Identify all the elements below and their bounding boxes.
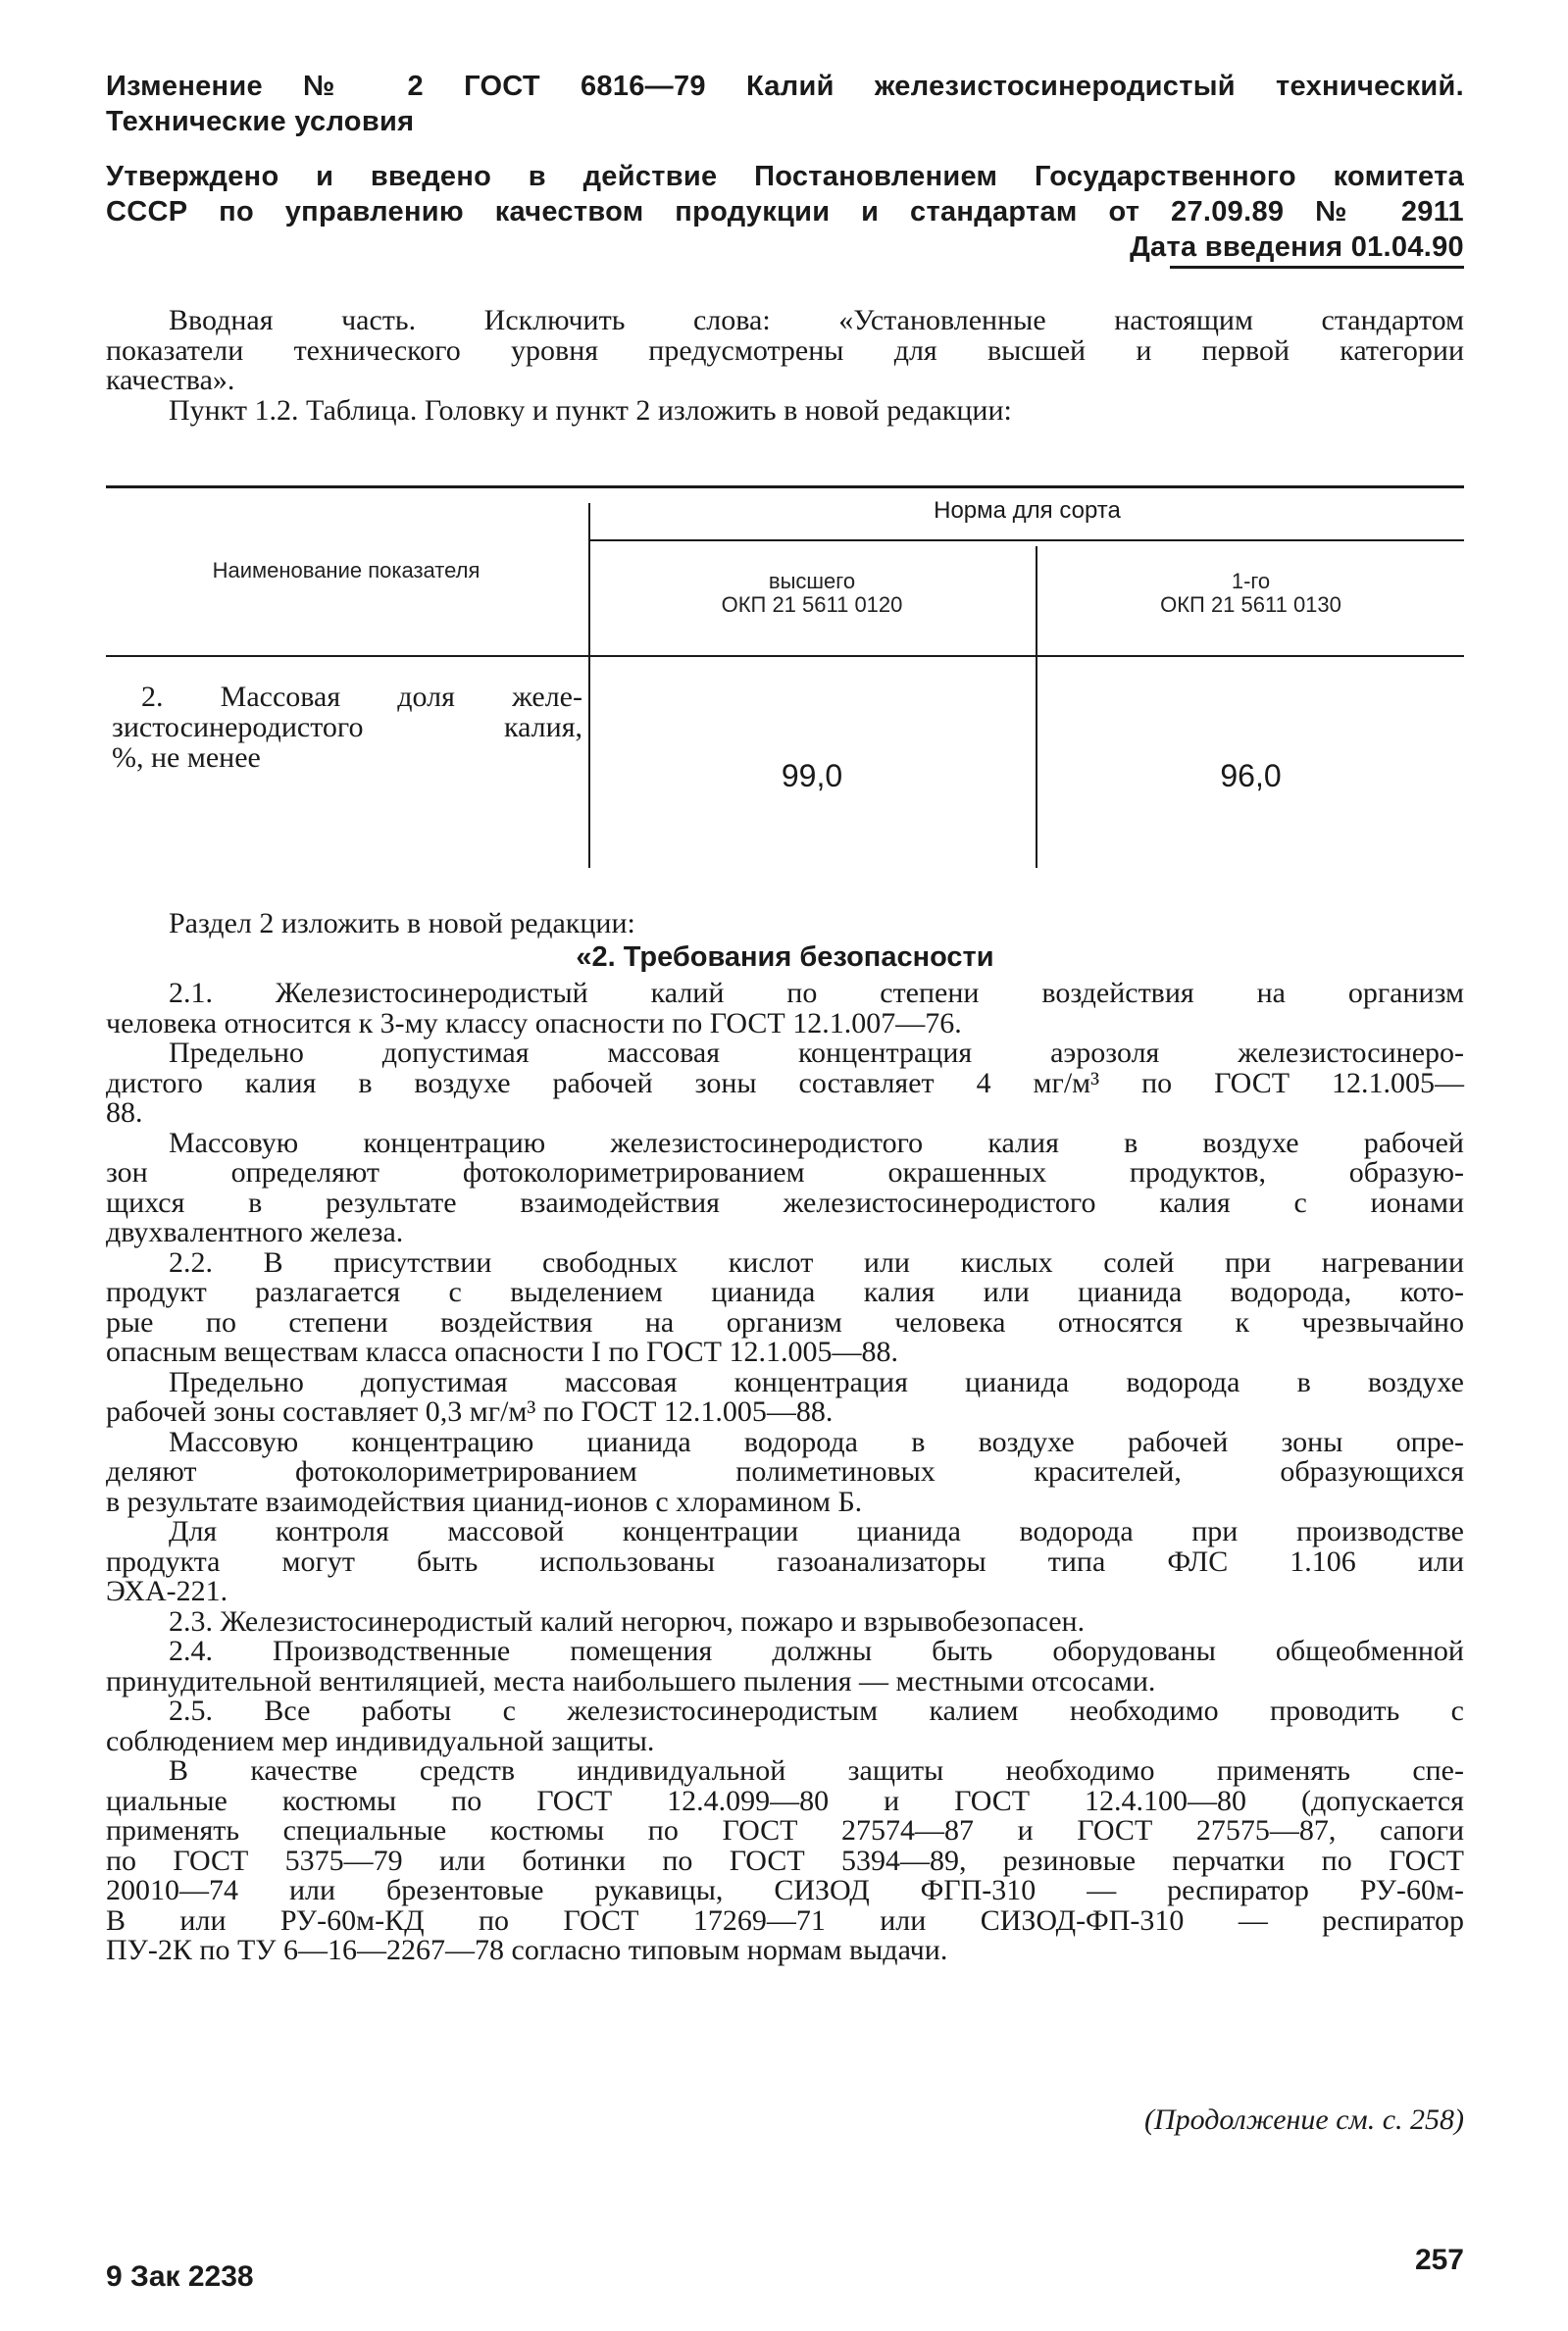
p1-line-1: 2.1. Железистосинеродистый калий по степени воздействия на организм [169, 977, 1464, 1009]
section-title: «2. Требования безопасности [576, 941, 994, 973]
p4-line-1: 2.2. В присутствии свободных кислот или кислых солей при нагревании [169, 1245, 1464, 1279]
p2-line-1: Предельно допустимая массовая концентрация аэрозоля железистосинеро- [169, 1037, 1464, 1069]
p9-line-2: принудительной вентиляцией, места наибольшего пыления — местными отсосами. [106, 1664, 1156, 1698]
section-intro-line: Раздел 2 изложить в новой редакции: [169, 907, 635, 939]
p4-line-3: рые по степени воздействия на организм человека относятся к чрезвычайно [106, 1305, 1464, 1339]
table-divider-1 [588, 503, 590, 868]
p9-line-1: 2.4. Производственные помещения должны быть оборудованы общеобменной [169, 1635, 1464, 1667]
section-body [106, 979, 1464, 1966]
p6-line-3: в результате взаимодействия цианид-ионов с хлорамином Б. [106, 1485, 863, 1518]
col2-header [1037, 570, 1464, 617]
p5-line-2: рабочей зоны составляет 0,3 мг/м³ по ГОСТ 12.1.005—88. [106, 1395, 834, 1428]
p7-line-1: Для контроля массовой концентрации цианида водорода при производстве [169, 1515, 1464, 1547]
p11-line-5: 20010—74 или брезентовые рукавицы, СИЗОД ФГП-310 — респиратор РУ-60м- [106, 1874, 1464, 1906]
p11-line-3: применять специальные костюмы по ГОСТ 27574—87 и ГОСТ 27575—87, сапоги [106, 1814, 1464, 1847]
p10-line-1: 2.5. Все работы с железистосинеродистым калием необходимо проводить с [169, 1695, 1464, 1727]
date-underline [1170, 266, 1464, 269]
p3-line-3: щихся в результате взаимодействия железистосинеродистого калия с ионами [106, 1186, 1464, 1219]
row-label [112, 681, 582, 774]
effective-date [106, 229, 1464, 265]
p11-line-4: по ГОСТ 5375—79 или ботинки по ГОСТ 5394—89, резиновые перчатки по ГОСТ [106, 1844, 1464, 1877]
p3-line-2: зон определяют фотоколориметрированием окрашенных продуктов, образую- [106, 1156, 1464, 1189]
table-top-rule [106, 485, 1464, 488]
row-label-line-1: 2. Массовая доля желе- [141, 681, 582, 713]
row-label-line-3: %, не менее [112, 741, 261, 774]
row-value-1: 99,0 [781, 758, 843, 793]
p8-line-1: 2.3. Железистосинеродистый калий негорюч, пожаро и взрывобезопасен. [169, 1604, 1086, 1638]
p2-line-2: дистого калия в воздухе рабочей зоны составляет 4 мг/м³ по ГОСТ 12.1.005— [106, 1066, 1464, 1099]
page-number: 257 [1414, 2244, 1464, 2276]
change-title-line-1: Изменение № 2 ГОСТ 6816—79 Калий железистосинеродистый технический. [106, 71, 1464, 102]
approval-line-2: СССР по управлению качеством продукции и стандартам от 27.09.89 № 2911 [106, 196, 1464, 228]
p1-line-2: человека относится к 3-му классу опасности по ГОСТ 12.1.007—76. [106, 1006, 962, 1039]
p7-line-2: продукта могут быть использованы газоанализаторы типа ФЛС 1.106 или [106, 1545, 1464, 1578]
section-intro [106, 909, 1464, 939]
p11-line-6: В или РУ-60м-КД по ГОСТ 17269—71 или СИЗОД-ФП-310 — респиратор [106, 1903, 1464, 1937]
p4-line-2: продукт разлагается с выделением цианида калия или цианида водорода, кото- [106, 1276, 1464, 1308]
effective-date-value: 01.04.90 [1350, 231, 1464, 263]
p3-line-1: Массовую концентрацию железистосинеродистого калия в воздухе рабочей [169, 1126, 1464, 1159]
table-header-rule [106, 655, 1464, 657]
p4-line-4: опасным веществам класса опасности I по ГОСТ 12.1.005—88. [106, 1336, 898, 1368]
change-title-line-2: Технические условия [106, 106, 415, 137]
p11-line-1: В качестве средств индивидуальной защиты необходимо применять спе- [169, 1754, 1464, 1787]
p11-line-7: ПУ-2К по ТУ 6—16—2267—78 согласно типовым нормам выдачи. [106, 1934, 948, 1966]
change-title [106, 69, 1464, 139]
p10-line-2: соблюдением мер индивидуальной защиты. [106, 1724, 655, 1757]
intro-text [106, 306, 1464, 426]
col-name-header: Наименование показателя [212, 558, 481, 583]
approval-statement [106, 159, 1464, 265]
p11-line-2: циальные костюмы по ГОСТ 12.4.099—80 и ГОСТ 12.4.100—80 (допускается [106, 1784, 1464, 1817]
row-value-2: 96,0 [1220, 758, 1282, 793]
p3-line-4: двухвалентного железа. [106, 1216, 404, 1248]
group-header: Норма для сорта [934, 497, 1121, 524]
intro-line-2: показатели технического уровня предусмотрены для высшей и первой категории [106, 333, 1464, 367]
intro-line-3: качества». [106, 364, 235, 396]
intro-line-1: Вводная часть. Исключить слова: «Установленные настоящим стандартом [169, 304, 1464, 336]
col1-header [590, 570, 1034, 617]
col1-header-grade: высшего [768, 569, 856, 593]
col2-header-okp: ОКП 21 5611 0130 [1160, 592, 1341, 617]
col2-header-grade: 1-го [1231, 569, 1271, 593]
effective-date-label: Дата введения [1130, 231, 1343, 263]
table-group-rule [588, 539, 1464, 541]
p6-line-1: Массовую концентрацию цианида водорода в воздухе рабочей зоны опре- [169, 1425, 1464, 1458]
p7-line-3: ЭХА-221. [106, 1575, 228, 1607]
continuation-note: (Продолжение см. с. 258) [1143, 2103, 1464, 2136]
col1-header-okp: ОКП 21 5611 0120 [721, 592, 903, 617]
approval-line-1: Утверждено и введено в действие Постановлением Государственного комитета [106, 161, 1464, 192]
row-label-line-2: зистосинеродистого калия, [112, 711, 582, 743]
p5-line-1: Предельно допустимая массовая концентрация цианида водорода в воздухе [169, 1365, 1464, 1398]
p2-line-3: 88. [106, 1096, 143, 1129]
intro-line-4: Пункт 1.2. Таблица. Головку и пункт 2 изложить в новой редакции: [169, 393, 1012, 427]
order-number: 9 Зак 2238 [106, 2260, 254, 2293]
standards-table [106, 485, 1464, 868]
p6-line-2: деляют фотоколориметрированием полиметиновых красителей, образующихся [106, 1455, 1464, 1488]
